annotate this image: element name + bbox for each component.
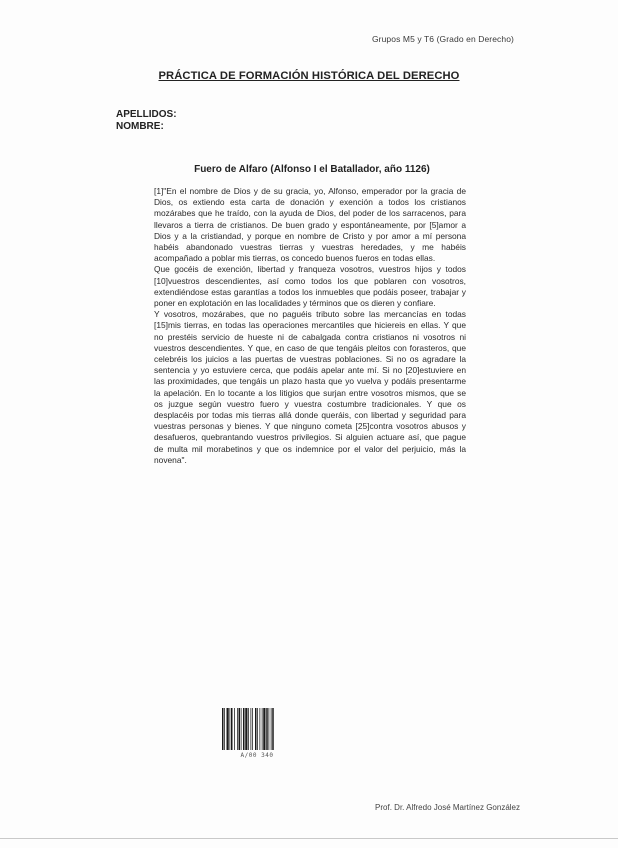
surname-field-label: APELLIDOS: [116, 109, 177, 120]
barcode-number: A/00 340 [240, 752, 274, 759]
name-field-label: NOMBRE: [116, 121, 164, 132]
professor-signature: Prof. Dr. Alfredo José Martínez González [375, 803, 520, 812]
barcode-image [220, 708, 294, 772]
course-groups-note: Grupos M5 y T6 (Grado en Derecho) [371, 34, 514, 44]
fuero-text [154, 186, 466, 466]
document-title: PRÁCTICA DE FORMACIÓN HISTÓRICA DEL DERECHO [158, 70, 460, 82]
student-fields [116, 109, 177, 133]
barcode-bars [220, 708, 294, 750]
text-subtitle: Fuero de Alfaro (Alfonso I el Batallador, año 1126) [194, 164, 430, 175]
paragraph-2: Que gocéis de exención, libertad y franqueza vosotros, vuestros hijos y todos [10]vuestros descendientes, así como todos los que poblaren con vosotros, extendiéndose estas garantías a todos los inmuebles que podáis poseer, trabajar y poner en explotación en las localidades y términos que os dieren y confiare. [154, 264, 466, 309]
paragraph-3: Y vosotros, mozárabes, que no paguéis tributo sobre las mercancías en todas [15]mis tierras, en todas las operaciones mercantiles que hiciereis en ellas. Y que no prestéis servicio de hueste ni de cabalgada contra cristianos ni vosotros ni vuestros descendientes. Y que, en caso de que tengáis pleitos con forasteros, que celebréis los juicios a las puertas de vuestras poblaciones. Si no os agradare la sentencia y yo estuviere cerca, que podáis apelar ante mí. Si no [20]estuviere en las proximidades, que tengáis un plazo hasta que yo vuelva y podáis presentarme la apelación. En lo tocante a los litigios que surjan entre vosotros mismos, que se os juzgue según vuestro fuero y vuestra costumbre tradicionales. Y que os desplacéis por todas mis tierras allá donde queráis, con libertad y seguridad para vuestras personas y bienes. Y que ninguno cometa [25]contra vosotros abusos y desafueros, quebrantando vuestros privilegios. Si alguien actuare así, que pague de multa mil morabetinos y que os indemnice por el valor del perjuicio, más la novena". [154, 309, 466, 465]
scan-edge-line [0, 838, 618, 839]
paragraph-1: [1]"En el nombre de Dios y de su gracia, yo, Alfonso, emperador por la gracia de Dios, os extiendo esta carta de donación y exención a todos los cristianos mozárabes que he traído, con la ayuda de Dios, del poder de los sarracenos, para llevaros a tierra de cristianos. De buen grado y espontáneamente, por [5]amor a Dios y a la cristiandad, y porque en nombre de Cristo y por amor a mí persona habéis abandonado vuestras tierras y vuestras heredades, y me habéis acompañado a poblar mis tierras, os concedo buenos fueros en todas ellas. [154, 186, 466, 264]
